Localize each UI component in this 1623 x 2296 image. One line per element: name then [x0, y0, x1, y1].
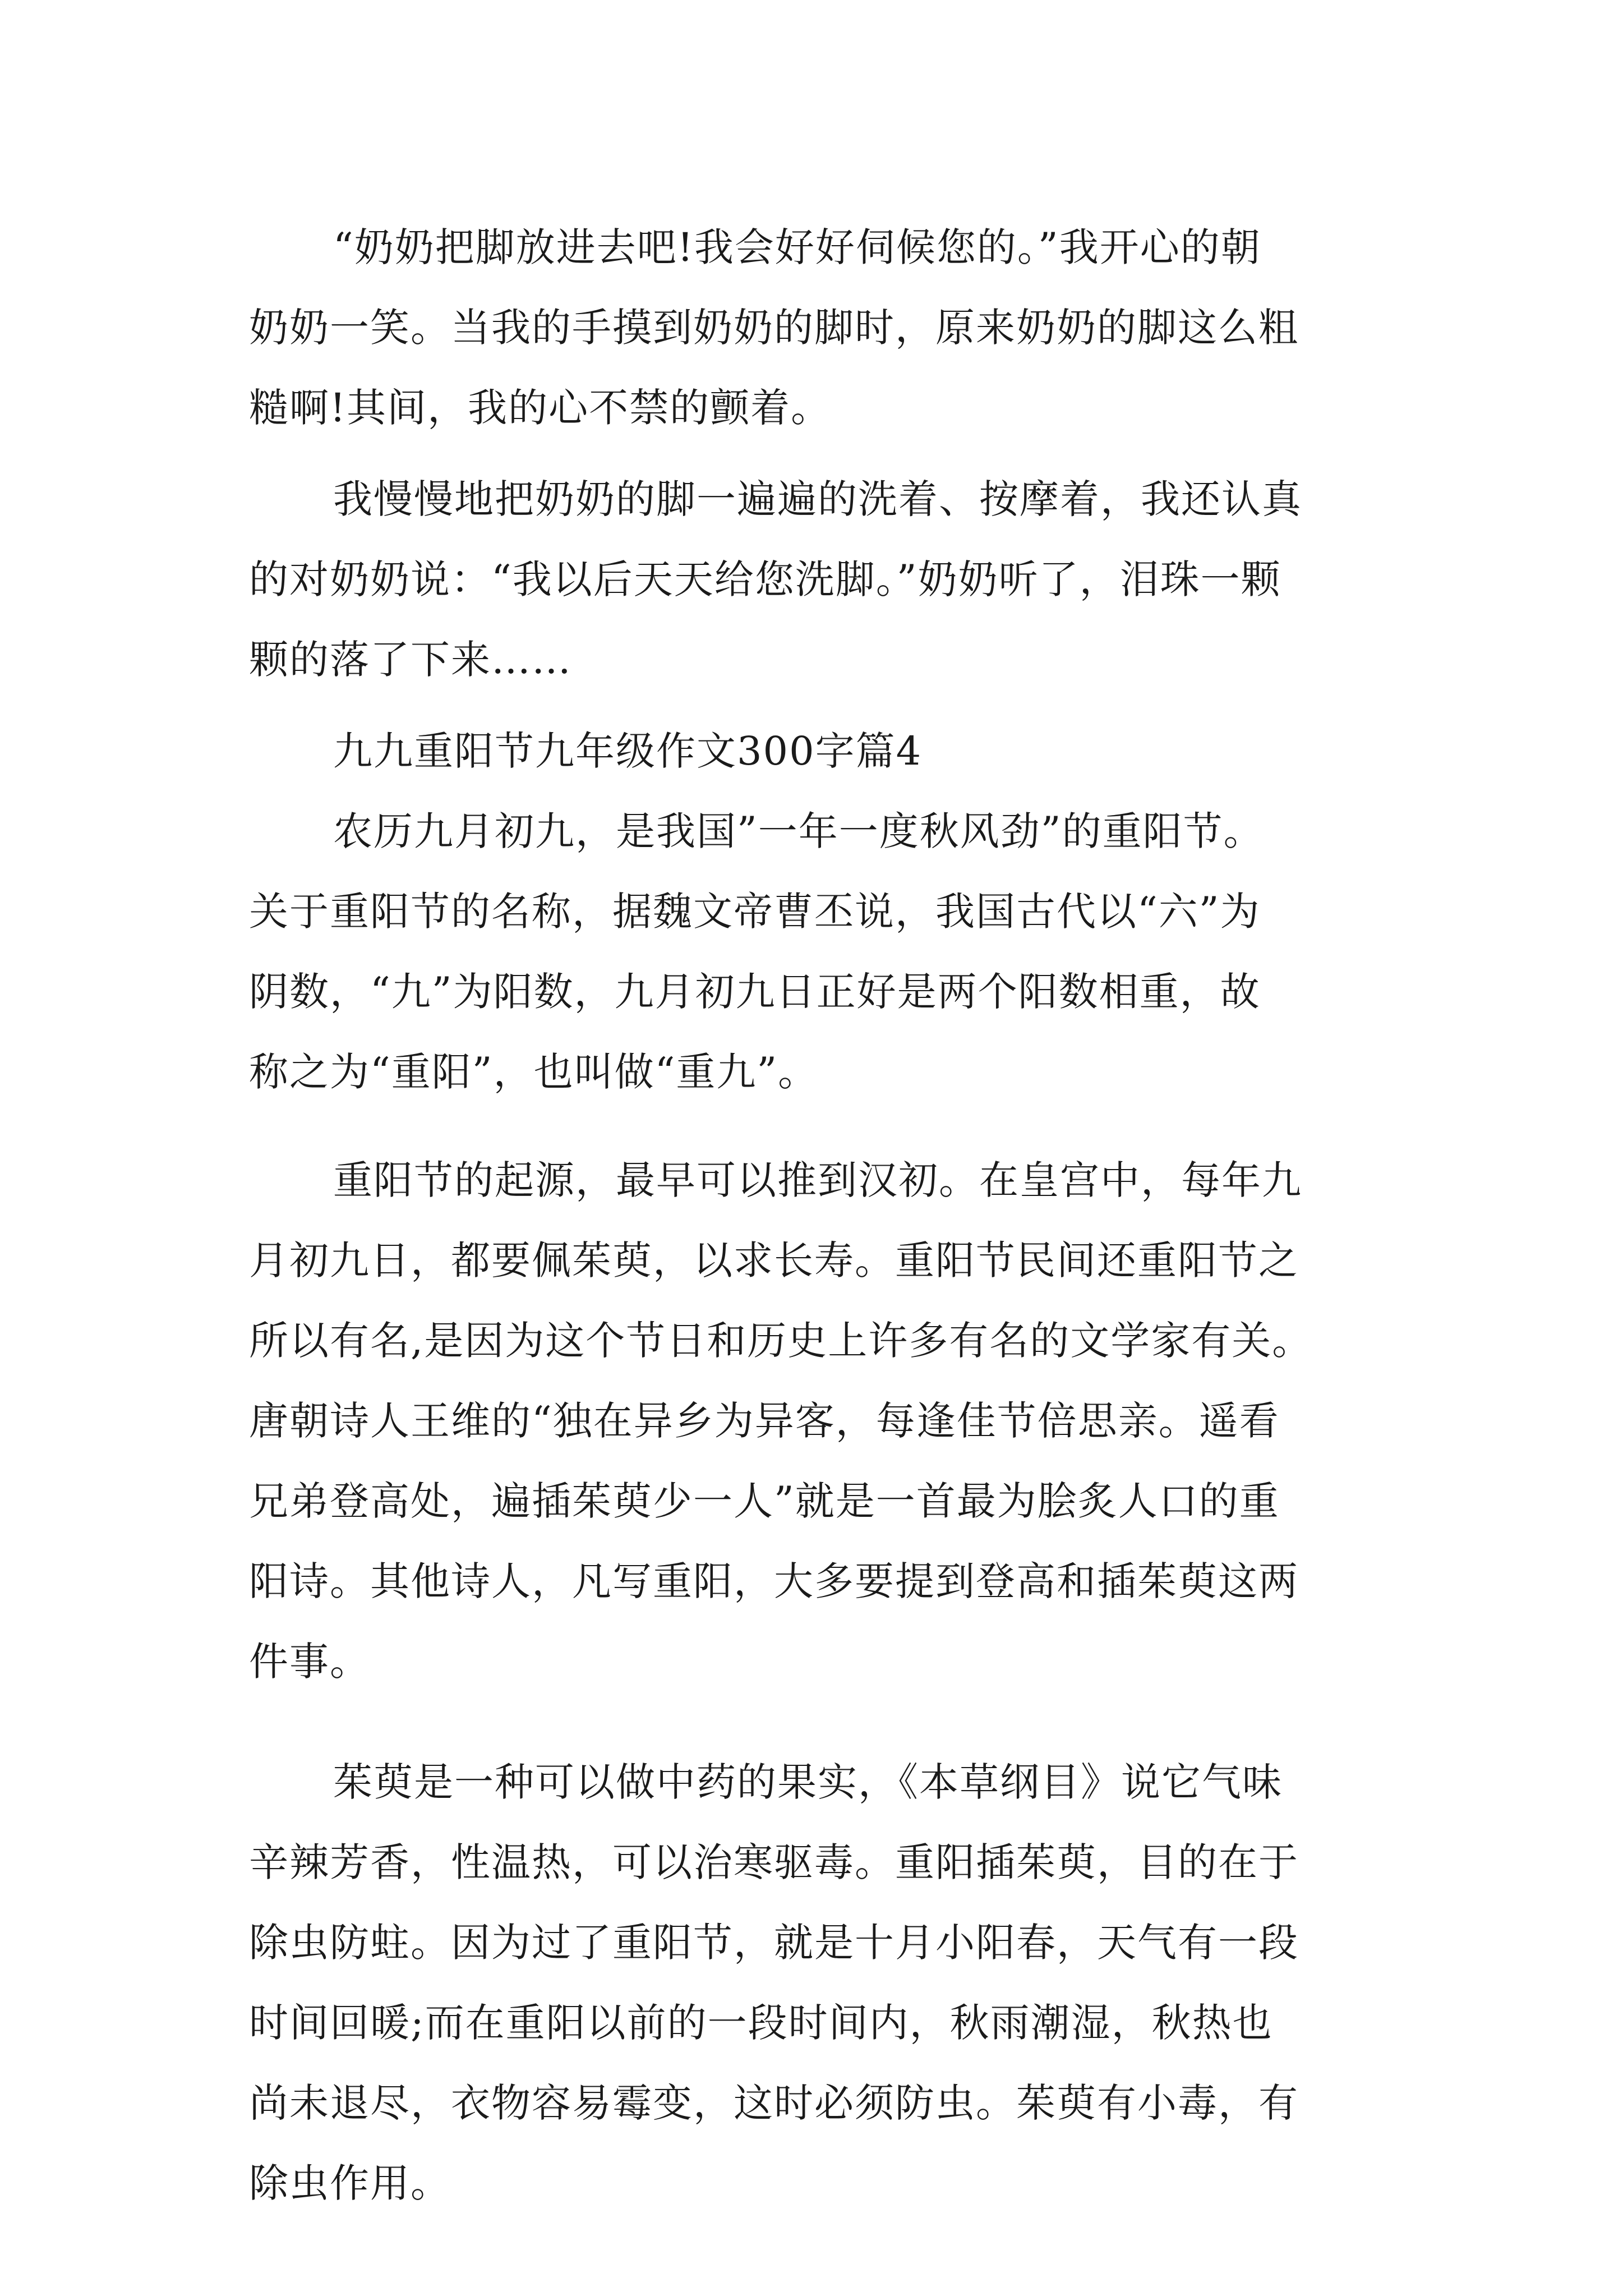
- paragraph: [249, 459, 1387, 700]
- paragraph: [249, 792, 1387, 1112]
- text-line: 所以有名,是因为这个节日和历史上许多有名的文学家有关。: [249, 1318, 1313, 1364]
- text-line: 奶奶一笑。当我的手摸到奶奶的脚时，原来奶奶的脚这么粗: [249, 305, 1299, 351]
- paragraph: [249, 1140, 1387, 1702]
- text-line: 的对奶奶说：“我以后天天给您洗脚。”奶奶听了，泪珠一颗: [249, 556, 1281, 602]
- text-line: 唐朝诗人王维的“独在异乡为异客，每逢佳节倍思亲。遥看: [249, 1398, 1280, 1444]
- text-line: 关于重阳节的名称，据魏文帝曹丕说，我国古代以“六”为: [249, 889, 1261, 935]
- text-line: “奶奶把脚放进去吧!我会好好伺候您的。”我开心的朝: [333, 224, 1261, 270]
- paragraph: [249, 208, 1387, 448]
- document-body: [249, 208, 1387, 2224]
- text-line: 糙啊!其间，我的心不禁的颤着。: [249, 385, 832, 431]
- text-line: 称之为“重阳”，也叫做“重九”。: [249, 1049, 819, 1095]
- section-heading: [249, 711, 1387, 792]
- text-line: 除虫防蛀。因为过了重阳节，就是十月小阳春，天气有一段: [249, 1920, 1299, 1966]
- text-line: 阴数，“九”为阳数，九月初九日正好是两个阳数相重，故: [249, 969, 1261, 1015]
- text-line: 辛辣芳香，性温热，可以治寒驱毒。重阳插茱萸，目的在于: [249, 1839, 1299, 1885]
- text-line: 尚未退尽，衣物容易霉变，这时必须防虫。茱萸有小毒，有: [249, 2080, 1299, 2126]
- text-line: 时间回暖;而在重阳以前的一段时间内，秋雨潮湿，秋热也: [249, 2000, 1273, 2046]
- text-line: 件事。: [249, 1639, 370, 1685]
- text-line: 阳诗。其他诗人，凡写重阳，大多要提到登高和插茱萸这两: [249, 1558, 1299, 1604]
- heading-text: 九九重阳节九年级作文300字篇4: [333, 728, 923, 774]
- text-line: 兄弟登高处，遍插茱萸少一人”就是一首最为脍炙人口的重: [249, 1478, 1280, 1524]
- text-line: 我慢慢地把奶奶的脚一遍遍的洗着、按摩着，我还认真: [333, 476, 1302, 522]
- text-line: 重阳节的起源，最早可以推到汉初。在皇宫中，每年九: [333, 1157, 1302, 1203]
- text-line: 农历九月初九，是我国”一年一度秋风劲”的重阳节。: [333, 808, 1264, 854]
- text-line: 月初九日，都要佩茱萸，以求长寿。重阳节民间还重阳节之: [249, 1237, 1299, 1283]
- text-line: 茱萸是一种可以做中药的果实，《本草纲目》说它气味: [333, 1759, 1283, 1805]
- paragraph: [249, 1742, 1387, 2224]
- text-line: 除虫作用。: [249, 2160, 451, 2206]
- text-line: 颗的落了下来……: [249, 637, 572, 683]
